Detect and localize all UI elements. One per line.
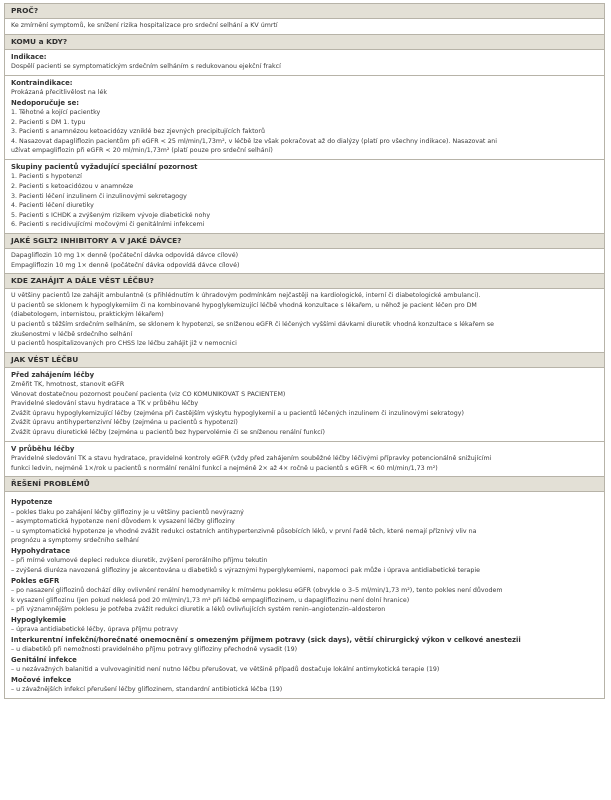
subheading: Kontraindikace:	[11, 78, 73, 87]
section-jak	[4, 352, 605, 477]
text-lines	[11, 62, 598, 72]
text-line: 5. Pacienti s ICHDK a zvýšeným rizikem vývoje diabetické nohy	[11, 211, 211, 219]
text-line: 4. Pacienti léčení diuretiky	[11, 202, 94, 210]
section-body	[5, 289, 604, 352]
text-lines	[11, 685, 598, 695]
subheading: Hypohydratace	[11, 547, 71, 556]
subheading: V průběhu léčby	[11, 444, 75, 453]
text-line: 2. Pacienti s DM 1. typu	[11, 118, 86, 126]
subheading: Nedoporučuje se:	[11, 98, 80, 107]
skupiny-box	[5, 159, 604, 233]
text-lines	[11, 556, 598, 575]
pred-box	[5, 368, 604, 441]
text-line: 6. Pacienti s recidivujícími močovými či genitálními infekcemi	[11, 221, 205, 229]
text-line: Pravidelné sledování stavu hydratace a TK v průběhu léčby	[11, 400, 199, 408]
text-lines	[11, 625, 598, 635]
text-line: Dospělí pacienti se symptomatickým srdečním selháním s redukovanou ejekční frakcí	[11, 63, 281, 70]
section-body	[5, 19, 604, 34]
text-line: – po nasazení gliflozinů dochází díky ovlivnění renální hemodynamiky k mírnému poklesu eGFR (obvykle o 3–5 ml/min/1,73 m²), tento pokles není důvodem	[11, 587, 503, 595]
text-line: 1. Pacienti s hypotenzí	[11, 173, 82, 181]
text-line: 3. Pacienti léčení inzulinem či inzulinovými sekretagogy	[11, 192, 187, 200]
text-line: U pacientů se sklonem k hypoglykemiím či na kombinované hypoglykemizující léčbě vhodná konzultace s lékařem, u něhož je pacient léčen pro DM	[11, 301, 477, 309]
text-line: Změřit TK, hmotnost, stanovit eGFR	[11, 381, 125, 389]
text-line: – při mírné volumové depleci redukce diuretik, zvýšení perorálního příjmu tekutin	[11, 557, 268, 565]
section-reseni	[4, 476, 605, 699]
section-header: ŘEŠENÍ PROBLÉMŮ	[5, 477, 604, 492]
text-line: Dapagliflozin 10 mg 1× denně (počáteční dávka odpovídá dávce cílové)	[11, 251, 239, 259]
text-lines	[11, 665, 598, 675]
prubeh-box	[5, 441, 604, 477]
text-line: U pacientů s těžším srdečním selháním, se sklonem k hypotenzi, se sníženou eGFR či léčených vyššími dávkami diuretik vhodná konzultace s lékařem se	[11, 320, 495, 328]
text-lines	[11, 645, 598, 655]
indikace-box	[5, 50, 604, 75]
subheading: Hypotenze	[11, 498, 53, 507]
text-line: Zvážit úpravu diuretické léčby (zejména u pacientů bez hypervolémie či se sníženou renální funkcí)	[11, 429, 325, 437]
kontraindikace-box	[5, 75, 604, 159]
text-line: Empagliflozin 10 mg 1× denně (počáteční dávka odpovídá dávce cílové)	[11, 261, 240, 269]
text-line: Pravidelné sledování TK a stavu hydratace, pravidelné kontroly eGFR (vždy před zahájením souběžné léčby léčivými přípravky potencionálně snižujícími	[11, 455, 492, 463]
subheading: Močové infekce	[11, 675, 72, 684]
section-body	[5, 492, 604, 698]
subheading: Interkurentní infekční/horečnaté onemocnění s omezeným příjmem potravy (sick days), větší chirurgický výkon v celkové anestezii	[11, 635, 521, 644]
text-lines	[11, 508, 598, 546]
text-line: Ke zmírnění symptomů, ke snížení rizika hospitalizace pro srdeční selhání a KV úmrtí	[11, 22, 278, 29]
text-line: 4. Nasazovat dapagliflozin pacientům při eGFR < 25 ml/min/1,73m², v léčbě lze však pokračovat až do dialýzy (platí pro všechny indikace). Nasazovat ani	[11, 137, 498, 145]
text-line: U většiny pacientů lze zahájit ambulantně (s přihlédnutím k úhradovým podmínkám nejčastěji na kardiologické, interní či diabetologické ambulanci).	[11, 292, 481, 300]
text-line: – úprava antidiabetické léčby, úprava příjmu potravy	[11, 626, 178, 634]
subheading: Pokles eGFR	[11, 576, 60, 585]
text-lines	[11, 108, 598, 156]
text-line: prognózu a symptomy srdečního selhání	[11, 537, 139, 545]
text-lines	[11, 380, 598, 438]
text-line: – u symptomatické hypotenze je vhodné zvážit redukci ostatních antihypertenzivně působících léků, v první řadě těch, které nemají příznivý vliv na	[11, 527, 477, 535]
text-line: – u závažnějších infekcí přerušení léčby gliflozinem, standardní antibiotická léčba (19)	[11, 686, 283, 694]
text-line: Zvážit úpravu antihypertenzivní léčby (zejména u pacientů s hypotenzí)	[11, 419, 238, 427]
text-lines	[11, 454, 598, 473]
text-line: 1. Těhotné a kojící pacientky	[11, 109, 101, 116]
text-line: Věnovat dostatečnou pozornost poučení pacienta (viz CO KOMUNIKOVAT S PACIENTEM)	[11, 390, 286, 398]
subheading: Hypoglykemie	[11, 615, 66, 624]
text-line: k vysazení gliflozinu (jen pokud neklesá pod 20 ml/min/1,73 m² při léčbě empagliflozinem, u dapagliflozinu není dolní hranice)	[11, 596, 410, 604]
text-line: – zvýšená diuréza navozená glifloziny je akcentována u diabetiků s výraznými hyperglykemiemi, napomoci pak může i úprava antidiabetické terapie	[11, 567, 481, 575]
subheading: Skupiny pacientů vyžadující speciální pozornost	[11, 162, 198, 171]
text-line: – asymptomatická hypotenze není důvodem k vysazení léčby glifloziny	[11, 518, 235, 526]
guideline-table	[4, 3, 605, 699]
section-body	[5, 249, 604, 273]
text-line: 3. Pacienti s anamnézou ketoacidózy vzniklé bez zjevných precipitujících faktorů	[11, 128, 265, 136]
text-line: – při významnějším poklesu je potřeba zvážit redukci diuretik a léků ovlivňujících systém renin–angiotenzin–aldosteron	[11, 606, 386, 614]
text-line: Prokázaná přecitlivělost na lék	[11, 89, 107, 96]
text-lines	[11, 586, 598, 615]
text-line: užívat empagliflozin při eGFR < 20 ml/min/1,73m² (platí pouze pro srdeční selhání)	[11, 147, 273, 155]
subheading: Indikace:	[11, 52, 47, 61]
subheading: Genitální infekce	[11, 655, 77, 664]
text-line: Zvážit úpravu hypoglykemizující léčby (zejména při častějším výskytu hypoglykemií a u pacientů léčených inzulinem či inzulinovými sekratogy)	[11, 409, 464, 417]
section-header: KDE ZAHÁJIT A DÁLE VÉST LÉČBU?	[5, 274, 604, 289]
text-lines	[11, 251, 598, 270]
text-line: – u diabetiků při nemožnosti pravidelného příjmu potravy glifloziny přechodně vysadit (19)	[11, 646, 298, 654]
text-line: 2. Pacienti s ketoacidózou v anamnéze	[11, 182, 134, 190]
text-line: – pokles tlaku po zahájení léčby glifloziny je u většiny pacientů nevýrazný	[11, 508, 244, 516]
text-line: – u nezávažných balanitid a vulvovaginitid není nutno léčbu přerušovat, ve většině případů dostačuje lokální antimykotická terapie (19)	[11, 666, 440, 674]
subheading: Před zahájením léčby	[11, 370, 95, 379]
section-kde	[4, 273, 605, 352]
text-line: funkci ledvin, nejméně 1×/rok u pacientů s normální renální funkcí a nejméně 2× až 4× ročně u pacientů s eGFR < 60 ml/min/1,73 m²)	[11, 464, 438, 472]
text-lines	[11, 291, 598, 349]
text-line: U pacientů hospitalizovaných pro CHSS lze léčbu zahájit již v nemocnici	[11, 340, 237, 348]
section-header: KOMU a KDY?	[5, 35, 604, 50]
section-header: JAK VÉST LÉČBU	[5, 353, 604, 368]
text-lines	[11, 172, 598, 230]
text-lines	[11, 21, 598, 31]
section-header: PROČ?	[5, 4, 604, 19]
text-line: zkušenostmi v léčbě srdečního selhání	[11, 330, 133, 338]
section-header: JAKÉ SGLT2 INHIBITORY A V JAKÉ DÁVCE?	[5, 234, 604, 249]
section-sglt2	[4, 233, 605, 273]
section-proc	[4, 3, 605, 34]
text-line: (diabetologem, internistou, praktickým lékařem)	[11, 311, 164, 319]
text-lines	[11, 88, 598, 98]
section-komu	[4, 34, 605, 233]
